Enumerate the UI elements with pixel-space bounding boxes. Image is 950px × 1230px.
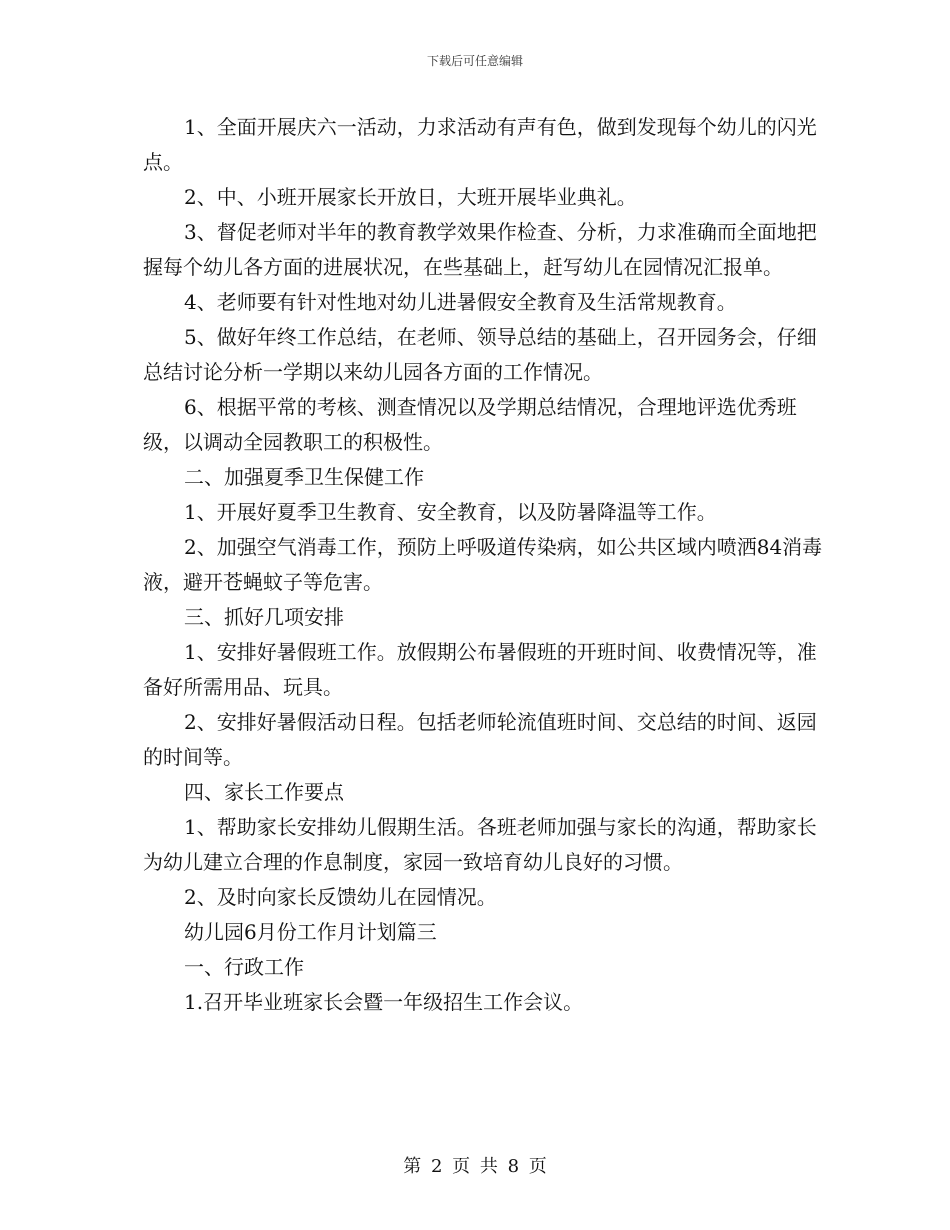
section-heading: 三、抓好几项安排 xyxy=(184,605,344,629)
chapter-title: 幼儿园6月份工作月计划篇三 xyxy=(184,920,437,944)
paragraph: 1、开展好夏季卫生教育、安全教育，以及防暑降温等工作。 xyxy=(184,500,717,524)
page-number: 第 2 页 共 8 页 xyxy=(403,1156,547,1177)
paragraph: 2、中、小班开展家长开放日，大班开展毕业典礼。 xyxy=(184,185,637,209)
paragraph: 1、帮助家长安排幼儿假期生活。各班老师加强与家长的沟通，帮助家长为幼儿建立合理的作息制度，家园一致培育幼儿良好的习惯。 xyxy=(143,815,817,874)
paragraph: 1.召开毕业班家长会暨一年级招生工作会议。 xyxy=(184,990,584,1014)
section-heading: 二、加强夏季卫生保健工作 xyxy=(184,465,424,489)
paragraph: 4、老师要有针对性地对幼儿进暑假安全教育及生活常规教育。 xyxy=(184,290,737,314)
document-body xyxy=(143,110,823,1020)
paragraph: 2、及时向家长反馈幼儿在园情况。 xyxy=(184,885,497,909)
paragraph: 2、安排好暑假活动日程。包括老师轮流值班时间、交总结的时间、返园的时间等。 xyxy=(143,710,817,769)
paragraph: 3、督促老师对半年的教育教学效果作检查、分析，力求准确而全面地把握每个幼儿各方面的进展状况，在些基础上，赶写幼儿在园情况汇报单。 xyxy=(143,220,817,279)
section-heading: 一、行政工作 xyxy=(184,955,304,979)
section-heading: 四、家长工作要点 xyxy=(184,780,344,804)
paragraph: 1、安排好暑假班工作。放假期公布暑假班的开班时间、收费情况等，准备好所需用品、玩具。 xyxy=(143,640,817,699)
paragraph: 5、做好年终工作总结，在老师、领导总结的基础上，召开园务会，仔细总结讨论分析一学期以来幼儿园各方面的工作情况。 xyxy=(143,325,817,384)
paragraph: 6、根据平常的考核、测查情况以及学期总结情况，合理地评选优秀班级，以调动全园教职工的积极性。 xyxy=(143,395,797,454)
paragraph: 2、加强空气消毒工作，预防上呼吸道传染病，如公共区域内喷洒84消毒液，避开苍蝇蚊子等危害。 xyxy=(143,535,823,594)
page-header: 下载后可任意编辑 xyxy=(426,54,523,68)
paragraph: 1、全面开展庆六一活动，力求活动有声有色，做到发现每个幼儿的闪光点。 xyxy=(143,115,817,174)
